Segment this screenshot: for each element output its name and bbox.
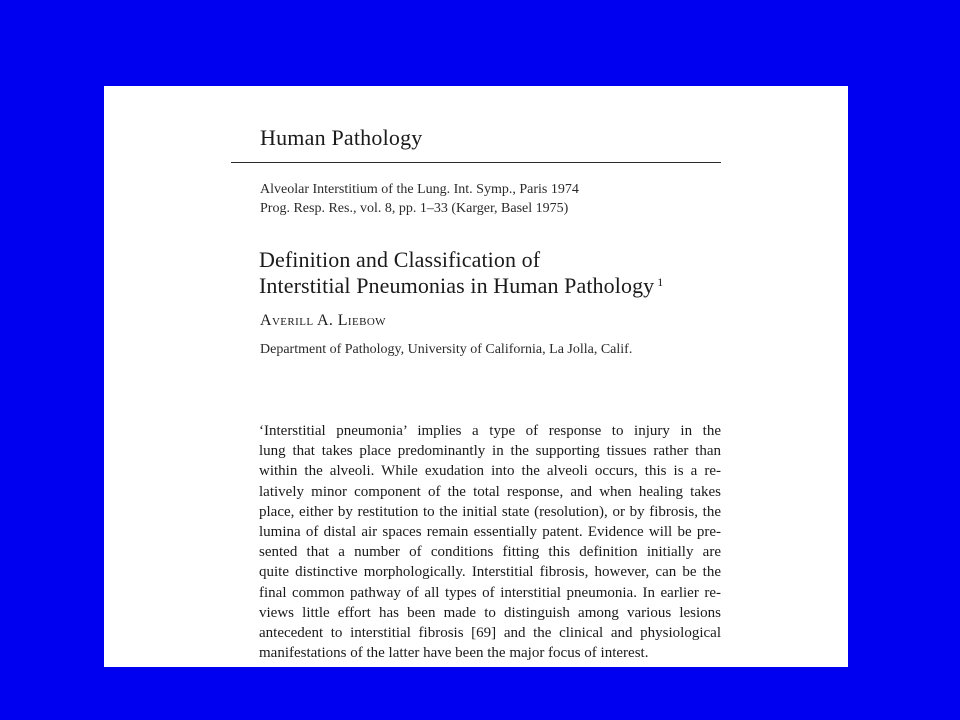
article-title-line-2 xyxy=(259,273,663,299)
citation-line-1: Alveolar Interstitium of the Lung. Int. Symp., Paris 1974 xyxy=(260,182,579,197)
author-affiliation: Department of Pathology, University of California, La Jolla, Calif. xyxy=(260,342,633,357)
body-line: lung that takes place predominantly in the supporting tissues rather than xyxy=(259,443,721,460)
body-line: manifestations of the latter have been the major focus of interest. xyxy=(259,645,649,662)
body-line: sented that a number of conditions fitting this definition initially are xyxy=(259,544,721,561)
body-line: lumina of distal air spaces remain essentially patent. Evidence will be pre- xyxy=(259,523,721,540)
header-rule xyxy=(231,162,721,163)
paper-page-scan xyxy=(104,86,848,667)
body-line: antecedent to interstitial fibrosis [69] and the clinical and physiological xyxy=(259,624,721,641)
body-line: within the alveoli. While exudation into the alveoli occurs, this is a re- xyxy=(259,463,721,480)
body-line: ‘Interstitial pneumonia’ implies a type of response to injury in the xyxy=(259,423,721,439)
abstract-body xyxy=(259,421,721,663)
title-footnote-mark: 1 xyxy=(657,275,664,289)
body-line: place, either by restitution to the initial state (resolution), or by fibrosis, the xyxy=(259,503,721,520)
citation-line-2: Prog. Resp. Res., vol. 8, pp. 1–33 (Karger, Basel 1975) xyxy=(260,201,569,216)
journal-title: Human Pathology xyxy=(260,125,423,150)
article-title-line-1: Definition and Classification of xyxy=(259,247,541,272)
article-title-line-2-text: Interstitial Pneumonias in Human Pathology xyxy=(259,273,655,298)
body-line: latively minor component of the total response, and when healing takes xyxy=(259,483,721,500)
body-line: views little effort has been made to distinguish among various lesions xyxy=(259,604,721,621)
body-line: final common pathway of all types of interstitial pneumonia. In earlier re- xyxy=(259,584,721,601)
body-line: quite distinctive morphologically. Interstitial fibrosis, however, can be the xyxy=(259,564,721,581)
author-name: Averill A. Liebow xyxy=(260,312,386,329)
